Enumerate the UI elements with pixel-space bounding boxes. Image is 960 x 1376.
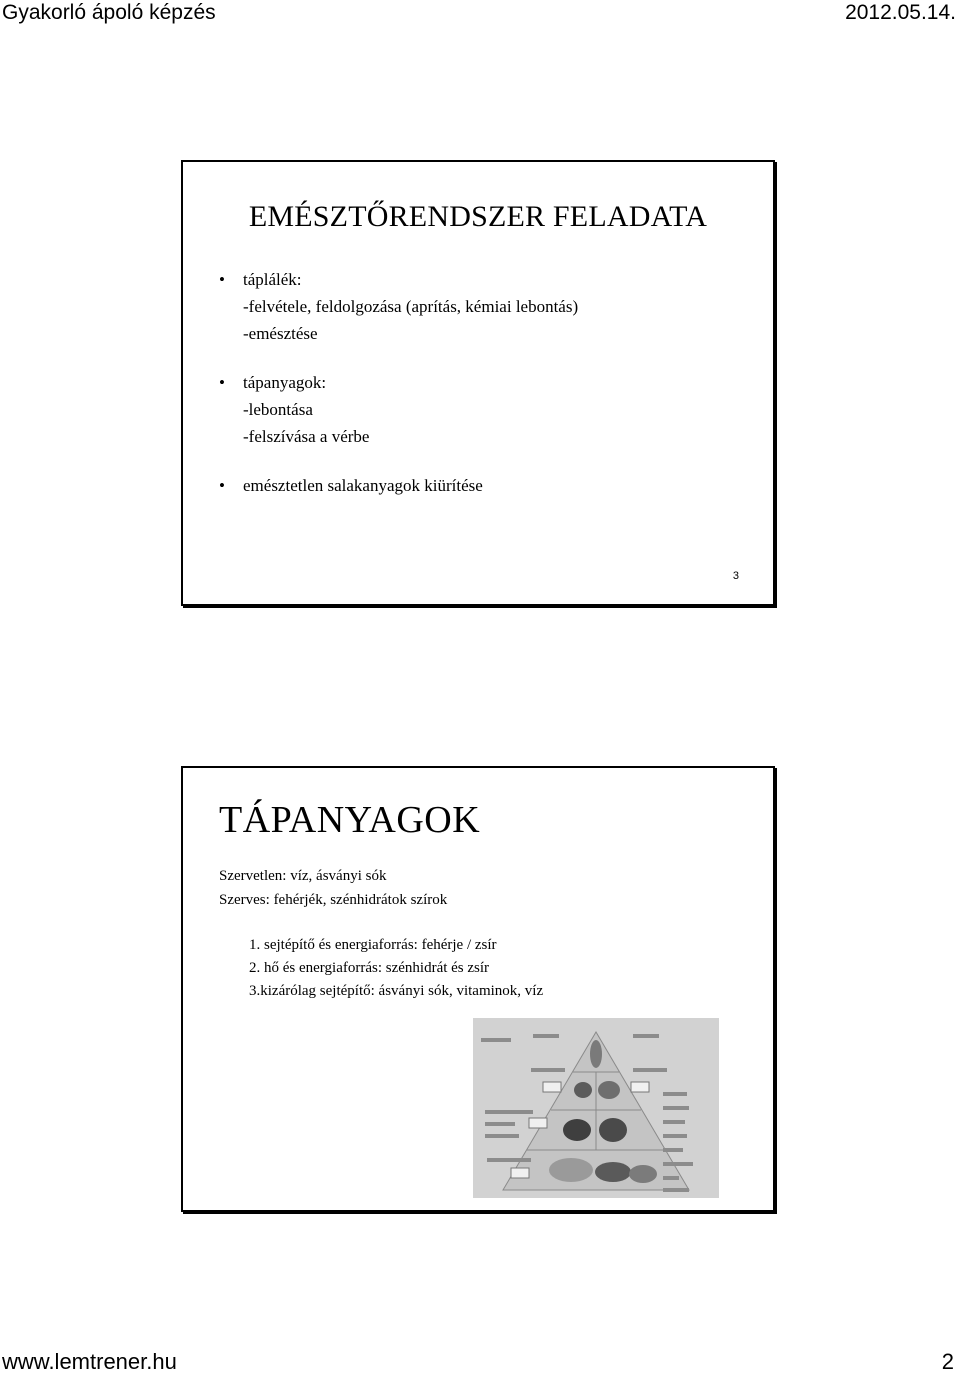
bullet-icon: • [219, 476, 225, 495]
slide-title: TÁPANYAGOK [219, 799, 481, 841]
bullet-icon: • [219, 270, 225, 289]
bullet-line: emésztetlen salakanyagok kiürítése [243, 476, 483, 495]
bullet-list [219, 266, 763, 521]
bullet-item [219, 266, 763, 347]
header-title: Gyakorló ápoló képzés [2, 1, 216, 24]
nutrient-groups [219, 864, 447, 912]
food-pyramid-image [473, 1018, 719, 1198]
bullet-item [219, 472, 763, 499]
bullet-item [219, 369, 763, 450]
food-pyramid-illustration [473, 1018, 719, 1198]
numbered-item: 3.kizárólag sejtépítő: ásványi sók, vitaminok, víz [249, 983, 544, 999]
numbered-item: 1. sejtépítő és energiaforrás: fehérje / zsír [249, 937, 497, 953]
bullet-line: -emésztése [243, 324, 318, 343]
bullet-line: táplálék: [243, 270, 302, 289]
bullet-line: tápanyagok: [243, 373, 327, 392]
bullet-line: -lebontása [243, 400, 313, 419]
numbered-list [249, 934, 543, 1003]
bullet-line: -felszívása a vérbe [243, 427, 370, 446]
slide-page-number: 3 [732, 570, 739, 582]
bullet-icon: • [219, 373, 225, 392]
slide-3 [181, 160, 775, 606]
text-line: Szerves: fehérjék, szénhidrátok szírok [219, 892, 448, 908]
text-line: Szervetlen: víz, ásványi sók [219, 868, 387, 884]
bullet-line: -felvétele, feldolgozása (aprítás, kémiai lebontás) [243, 297, 579, 316]
slide-title: EMÉSZTŐRENDSZER FELADATA [248, 200, 708, 233]
footer-site: www.lemtrener.hu [2, 1349, 177, 1374]
header-date: 2012.05.14. [845, 1, 956, 24]
numbered-item: 2. hő és energiaforrás: szénhidrát és zsír [249, 960, 490, 976]
footer-page-number: 2 [941, 1349, 954, 1374]
slide-4 [181, 766, 775, 1212]
